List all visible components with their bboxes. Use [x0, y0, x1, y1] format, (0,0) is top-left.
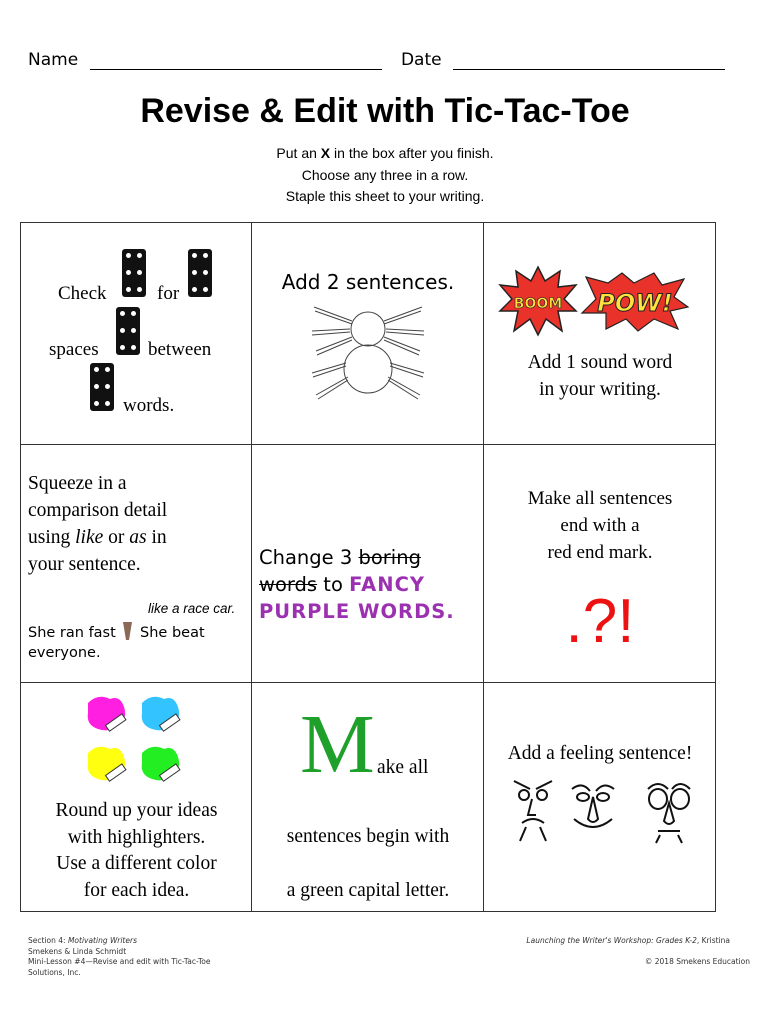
red-end-marks: .?! [565, 587, 635, 656]
green-capital-letter: M [300, 698, 375, 791]
pow-text: POW! [597, 289, 673, 317]
make-all-text: ake all [377, 757, 429, 778]
name-label: Name [28, 50, 79, 70]
pow-burst-icon [578, 271, 690, 333]
example-sentence: She ran fast She beat everyone. [28, 622, 205, 663]
footer-left: Section 4: Motivating Writers Smekens & Linda Schmidt Mini-Lesson #4—Revise and edit with Tic-Tac-Toe Solutions, Inc. [28, 936, 211, 977]
fancy-words-text: Change 3 boring words to FANCY PURPLE WORDS. [259, 546, 455, 623]
date-label: Date [400, 50, 442, 70]
instruction-line-1: Put an X in the box after you finish. [276, 145, 494, 161]
name-field[interactable] [90, 53, 382, 70]
instruction-line-2: Choose any three in a row. [301, 166, 469, 183]
domino-icon [90, 363, 114, 411]
header [28, 50, 725, 70]
example-insert: like a race car. [148, 601, 236, 616]
for-word: for [157, 283, 180, 304]
capital-line-2: sentences begin with [286, 826, 450, 847]
purple-words: PURPLE WORDS. [259, 600, 455, 623]
cell-feeling-sentence[interactable] [484, 683, 716, 911]
instruction-line-3: Staple this sheet to your writing. [285, 188, 485, 204]
cell-end-marks[interactable] [484, 445, 716, 683]
feeling-faces-icon [508, 775, 698, 845]
tic-tac-toe-grid [20, 222, 716, 912]
footer-right: Launching the Writer's Workshop: Grades K-2, Kristina © 2018 Smekens Education [526, 936, 750, 966]
instructions [0, 143, 770, 208]
words-word: words. [123, 395, 175, 416]
cell-fancy-words[interactable] [252, 445, 484, 683]
domino-icon [188, 249, 212, 297]
check-word: Check [58, 283, 107, 304]
sound-word-line-2: in your writing. [539, 379, 661, 400]
highlighters-icon [84, 693, 194, 793]
spider-icon [308, 301, 428, 406]
capital-line-3: a green capital letter. [286, 880, 450, 901]
fancy-word: FANCY [349, 573, 426, 596]
cell-highlighters[interactable] [21, 683, 252, 911]
spaces-word: spaces [49, 339, 99, 360]
cell-green-capital[interactable] [252, 683, 484, 911]
cell-comparison-detail[interactable] [21, 445, 252, 683]
domino-icon [116, 307, 140, 355]
comparison-instructions: Squeeze in a comparison detail using like or as in your sentence. [28, 473, 168, 575]
domino-icon [122, 249, 146, 297]
caret-icon [123, 622, 132, 640]
cell-sound-word[interactable] [484, 223, 716, 445]
cell-check-spaces[interactable] [21, 223, 252, 445]
boom-text: BOOM [513, 296, 563, 312]
boom-burst-icon [498, 265, 578, 337]
between-word: between [148, 339, 212, 360]
date-field[interactable] [453, 53, 725, 70]
page-title: Revise & Edit with Tic-Tac-Toe [140, 92, 630, 130]
cell-add-sentences[interactable] [252, 223, 484, 445]
end-mark-instructions: Make all sentences end with a red end mark. [527, 488, 673, 563]
sound-word-line-1: Add 1 sound word [527, 352, 673, 373]
add-sentences-text: Add 2 sentences. [281, 270, 455, 294]
feeling-text: Add a feeling sentence! [507, 743, 693, 764]
highlighter-instructions: Round up your ideas with highlighters. Use a different color for each idea. [55, 800, 218, 901]
